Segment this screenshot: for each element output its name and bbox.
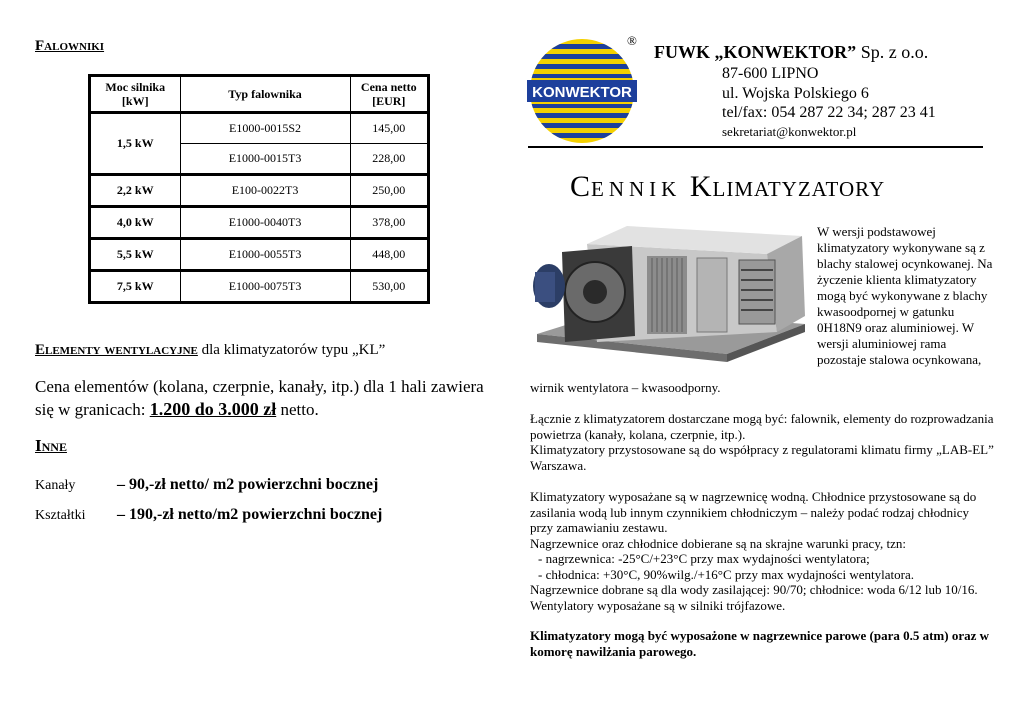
cell-cena: 530,00 bbox=[350, 271, 428, 303]
kanaly-label: Kanały bbox=[35, 478, 76, 493]
page-title bbox=[570, 170, 885, 204]
cell-typ: E1000-0040T3 bbox=[180, 207, 350, 239]
kanaly-value: – 90,-zł netto/ m2 powierzchni bocznej bbox=[117, 476, 379, 493]
cell-cena: 228,00 bbox=[350, 144, 428, 175]
company-name-bold: FUWK „KONWEKTOR” bbox=[654, 42, 857, 62]
title-rest: LIMATYZATORY bbox=[712, 177, 886, 201]
ksztaltki-row bbox=[35, 506, 382, 524]
title-ennik: ENNIK bbox=[591, 177, 682, 201]
paragraph-3-bold: Klimatyzatory mogą być wyposażone w nagrzewnice parowe (para 0.5 atm) oraz w komorę nawilżania parowego. bbox=[530, 628, 990, 659]
cell-typ: E1000-0075T3 bbox=[180, 271, 350, 303]
company-email: sekretariat@konwektor.pl bbox=[722, 124, 857, 139]
table-header-row bbox=[90, 76, 429, 113]
falowniki-heading: Falowniki bbox=[35, 38, 105, 54]
cell-typ: E1000-0015T3 bbox=[180, 144, 350, 175]
elementy-heading: Elementy wentylacyjne bbox=[35, 342, 198, 358]
company-name bbox=[654, 42, 928, 63]
table-row bbox=[90, 175, 429, 207]
title-k: K bbox=[689, 170, 713, 203]
paragraph-2-line-a: Klimatyzatory wyposażane są w nagrzewnicę wodną. Chłodnice przystosowane są do zasilania wodą lub innym czynnikiem chłodniczym – należy podać rodzaj chłodnicy przy zamawianiu zestawu. bbox=[530, 489, 977, 535]
cell-cena: 448,00 bbox=[350, 239, 428, 271]
cell-typ: E1000-0015S2 bbox=[180, 113, 350, 144]
cell-moc: 7,5 kW bbox=[90, 271, 181, 303]
paragraph-2 bbox=[530, 489, 995, 613]
title-c: C bbox=[570, 170, 592, 203]
logo-text: KONWEKTOR bbox=[532, 84, 632, 101]
ksztaltki-label: Kształtki bbox=[35, 508, 86, 523]
cell-typ: E100-0022T3 bbox=[180, 175, 350, 207]
cell-cena: 250,00 bbox=[350, 175, 428, 207]
table-row bbox=[90, 113, 429, 144]
cell-cena: 378,00 bbox=[350, 207, 428, 239]
header-moc: Moc silnika [kW] bbox=[90, 76, 181, 113]
elementy-price-text bbox=[35, 375, 505, 421]
table-row bbox=[90, 207, 429, 239]
cell-moc: 2,2 kW bbox=[90, 175, 181, 207]
inne-heading: Inne bbox=[35, 436, 67, 455]
side-description: W wersji podstawowej klimatyzatory wykonywane są z blachy stalowej ocynkowanej. Na życzenie klienta klimatyzatory mogą być wykonywane z blachy kwasoodpornej w gatunku 0H18N9 oraz aluminiowej. W wersji aluminiowej rama pozostaje stalowa ocynkowana, bbox=[817, 224, 993, 367]
address-line-1: 87-600 LIPNO bbox=[722, 65, 819, 82]
paragraph-1-line-a: Łącznie z klimatyzatorem dostarczane mogą być: falownik, elementy do rozprowadzania powietrza (kanały, kolana, czerpnie, itp.). bbox=[530, 411, 994, 442]
address-line-2: ul. Wojska Polskiego 6 bbox=[722, 85, 869, 102]
table-row bbox=[90, 239, 429, 271]
cell-moc: 4,0 kW bbox=[90, 207, 181, 239]
paragraph-2-line-d: Wentylatory wyposażane są w silniki trójfazowe. bbox=[530, 597, 786, 613]
registered-mark: ® bbox=[627, 33, 637, 48]
company-name-rest: Sp. z o.o. bbox=[856, 42, 929, 62]
elementy-text-post: netto. bbox=[276, 400, 319, 419]
elementy-heading-rest: dla klimatyzatorów typu „KL” bbox=[197, 342, 386, 358]
falowniki-table bbox=[88, 74, 430, 304]
paragraph-2-line-c: Nagrzewnice dobrane są dla wody zasilającej: 90/70; chłodnice: woda 6/12 lub 10/16. bbox=[530, 582, 978, 597]
cell-typ: E1000-0055T3 bbox=[180, 239, 350, 271]
list-item: - chłodnica: +30°C, 90%wilg./+16°C przy max wydajności wentylatora. bbox=[538, 566, 914, 582]
table-row bbox=[90, 271, 429, 303]
paragraph-1-line-b: Klimatyzatory przystosowane są do współpracy z regulatorami klimatu firmy „LAB-EL” Warszawa. bbox=[530, 442, 994, 473]
paragraph-1 bbox=[530, 411, 995, 473]
header-typ: Typ falownika bbox=[180, 76, 350, 113]
ksztaltki-value: – 190,-zł netto/m2 powierzchni bocznej bbox=[117, 506, 383, 523]
header-divider bbox=[528, 146, 983, 148]
address-line-3: tel/fax: 054 287 22 34; 287 23 41 bbox=[722, 104, 936, 121]
side-text-continuation: wirnik wentylatora – kwasoodporny. bbox=[530, 380, 721, 395]
konwektor-logo bbox=[527, 36, 637, 146]
header-cena: Cena netto [EUR] bbox=[350, 76, 428, 113]
kanaly-row bbox=[35, 476, 378, 494]
cell-moc: 1,5 kW bbox=[90, 113, 181, 175]
elementy-heading-line bbox=[35, 342, 385, 359]
paragraph-2-line-b: Nagrzewnice oraz chłodnice dobierane są na skrajne warunki pracy, tzn: bbox=[530, 535, 906, 551]
air-handler-photo bbox=[527, 224, 807, 374]
elementy-price: 1.200 do 3.000 zł bbox=[149, 399, 277, 419]
cell-moc: 5,5 kW bbox=[90, 239, 181, 271]
cell-cena: 145,00 bbox=[350, 113, 428, 144]
elementy-text-pre: Cena elementów (kolana, czerpnie, kanały, itp.) dla 1 hali zawiera się w granicach: bbox=[35, 377, 484, 419]
list-item: - nagrzewnica: -25°C/+23°C przy max wydajności wentylatora; bbox=[538, 551, 870, 566]
